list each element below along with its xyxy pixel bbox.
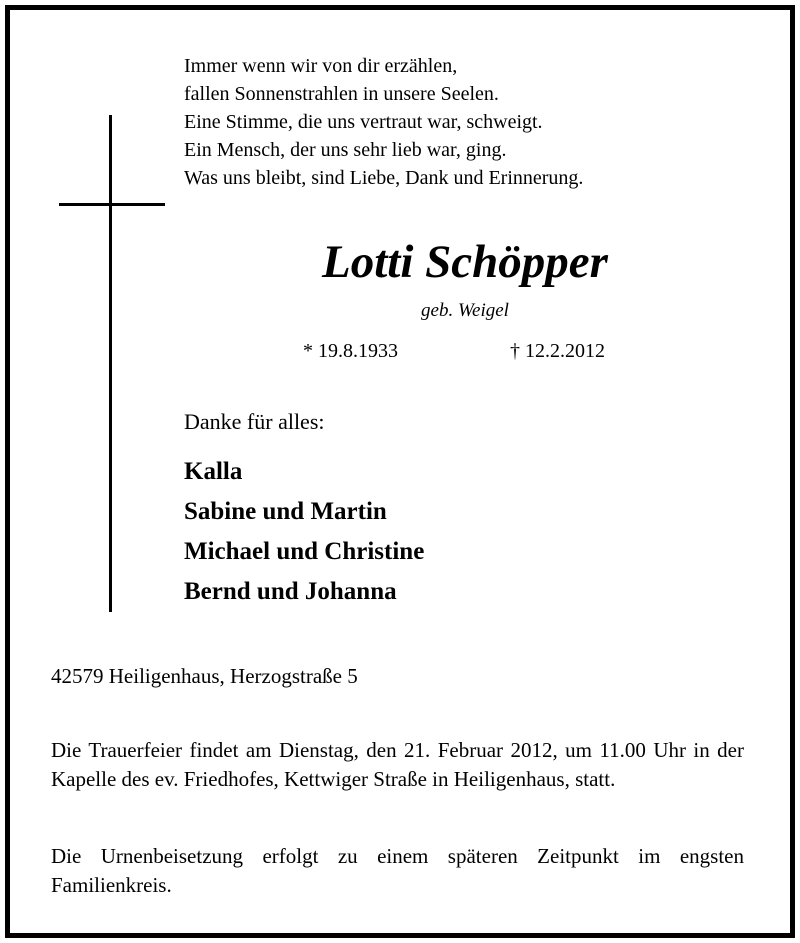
- family-member: Sabine und Martin: [184, 498, 387, 525]
- address: 42579 Heiligenhaus, Herzogstraße 5: [51, 664, 358, 688]
- thanks-line: Danke für alles:: [184, 409, 325, 434]
- family-member: Bernd und Johanna: [184, 578, 397, 605]
- cross-vertical-bar: [109, 115, 112, 612]
- funeral-info: Die Trauerfeier findet am Dienstag, den 21. Februar 2012, um 11.00 Uhr in der Kapelle des ev. Friedhofes, Kettwiger Straße in Heiligenhaus, statt.: [51, 738, 744, 791]
- family-member: Michael und Christine: [184, 538, 425, 565]
- deceased-name: Lotti Schöpper: [322, 236, 608, 288]
- cross-horizontal-bar: [59, 203, 165, 206]
- poem-line: Immer wenn wir von dir erzählen,: [184, 55, 458, 77]
- family-list: [184, 452, 424, 612]
- urn-burial-info: Die Urnenbeisetzung erfolgt zu einem späteren Zeitpunkt im engsten Familienkreis.: [51, 844, 744, 897]
- poem: [184, 52, 583, 192]
- birth-date: * 19.8.1933: [303, 340, 398, 362]
- poem-line: Eine Stimme, die uns vertraut war, schweigt.: [184, 111, 543, 133]
- poem-line: fallen Sonnenstrahlen in unsere Seelen.: [184, 83, 499, 105]
- family-member: Kalla: [184, 458, 243, 485]
- maiden-name: geb. Weigel: [421, 300, 509, 321]
- poem-line: Was uns bleibt, sind Liebe, Dank und Erinnerung.: [184, 167, 584, 189]
- death-date: † 12.2.2012: [510, 340, 605, 362]
- poem-line: Ein Mensch, der uns sehr lieb war, ging.: [184, 139, 507, 161]
